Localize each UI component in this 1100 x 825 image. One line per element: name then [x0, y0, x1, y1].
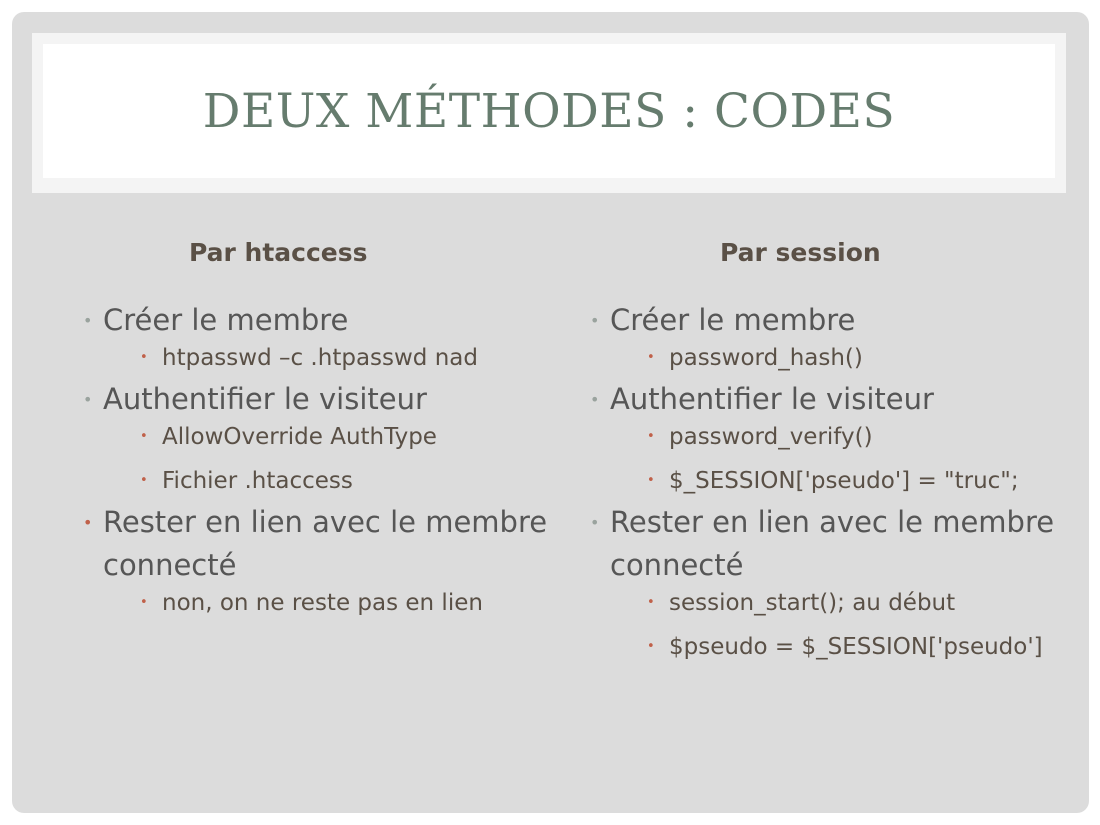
list-item: [80, 378, 570, 493]
list-item-text: Rester en lien avec le membre connecté: [610, 505, 1055, 582]
list-item-text: Rester en lien avec le membre connecté: [103, 505, 548, 582]
sub-item-text: Fichier .htaccess: [162, 468, 353, 494]
sub-item-text: $pseudo = $_SESSION['pseudo']: [669, 634, 1043, 660]
sub-item: [610, 469, 1057, 493]
bullet-icon: •: [83, 513, 93, 532]
sub-item-text: non, on ne reste pas en lien: [162, 590, 483, 616]
sub-item-text: $_SESSION['pseudo'] = "truc";: [669, 468, 1019, 494]
column-heading: Par htaccess: [189, 238, 368, 267]
list-item: [587, 378, 1057, 493]
bullet-icon: •: [647, 595, 655, 610]
sub-item-text: password_hash(): [669, 345, 863, 371]
list-item: [587, 299, 1057, 370]
column-session: [587, 238, 1057, 667]
bullet-icon: •: [647, 350, 655, 365]
bullet-icon: •: [647, 429, 655, 444]
bullet-list: [80, 299, 570, 615]
bullet-icon: •: [590, 513, 600, 532]
sub-item: [610, 425, 1057, 449]
sub-item: [103, 346, 570, 370]
bullet-icon: •: [140, 595, 148, 610]
bullet-icon: •: [140, 473, 148, 488]
slide-title: DEUX MÉTHODES : CODES: [202, 83, 896, 139]
bullet-icon: •: [140, 429, 148, 444]
list-item: [587, 501, 1057, 659]
sub-list: [610, 346, 1057, 370]
sub-item-text: AllowOverride AuthType: [162, 424, 437, 450]
sub-item: [610, 346, 1057, 370]
bullet-icon: •: [140, 350, 148, 365]
sub-item: [610, 591, 1057, 615]
bullet-icon: •: [590, 390, 600, 409]
sub-list: [103, 346, 570, 370]
sub-list: [103, 425, 570, 493]
sub-item-text: password_verify(): [669, 424, 873, 450]
sub-list: [610, 425, 1057, 493]
sub-item-text: htpasswd –c .htpasswd nad: [162, 345, 478, 371]
list-item: [80, 501, 570, 615]
sub-item: [103, 591, 570, 615]
sub-item: [610, 635, 1057, 659]
sub-item-text: session_start(); au début: [669, 590, 956, 616]
bullet-icon: •: [590, 311, 600, 330]
bullet-icon: •: [647, 639, 655, 654]
bullet-icon: •: [83, 390, 93, 409]
title-box: [43, 44, 1055, 178]
sub-list: [103, 591, 570, 615]
bullet-list: [587, 299, 1057, 659]
list-item-text: Créer le membre: [103, 303, 349, 337]
list-item-text: Authentifier le visiteur: [103, 382, 427, 416]
sub-list: [610, 591, 1057, 659]
column-htaccess: [80, 238, 570, 623]
column-heading: Par session: [720, 238, 881, 267]
sub-item: [103, 469, 570, 493]
slide: [12, 12, 1089, 813]
title-band: [32, 33, 1066, 193]
bullet-icon: •: [647, 473, 655, 488]
list-item: [80, 299, 570, 370]
sub-item: [103, 425, 570, 449]
list-item-text: Authentifier le visiteur: [610, 382, 934, 416]
bullet-icon: •: [83, 311, 93, 330]
list-item-text: Créer le membre: [610, 303, 856, 337]
